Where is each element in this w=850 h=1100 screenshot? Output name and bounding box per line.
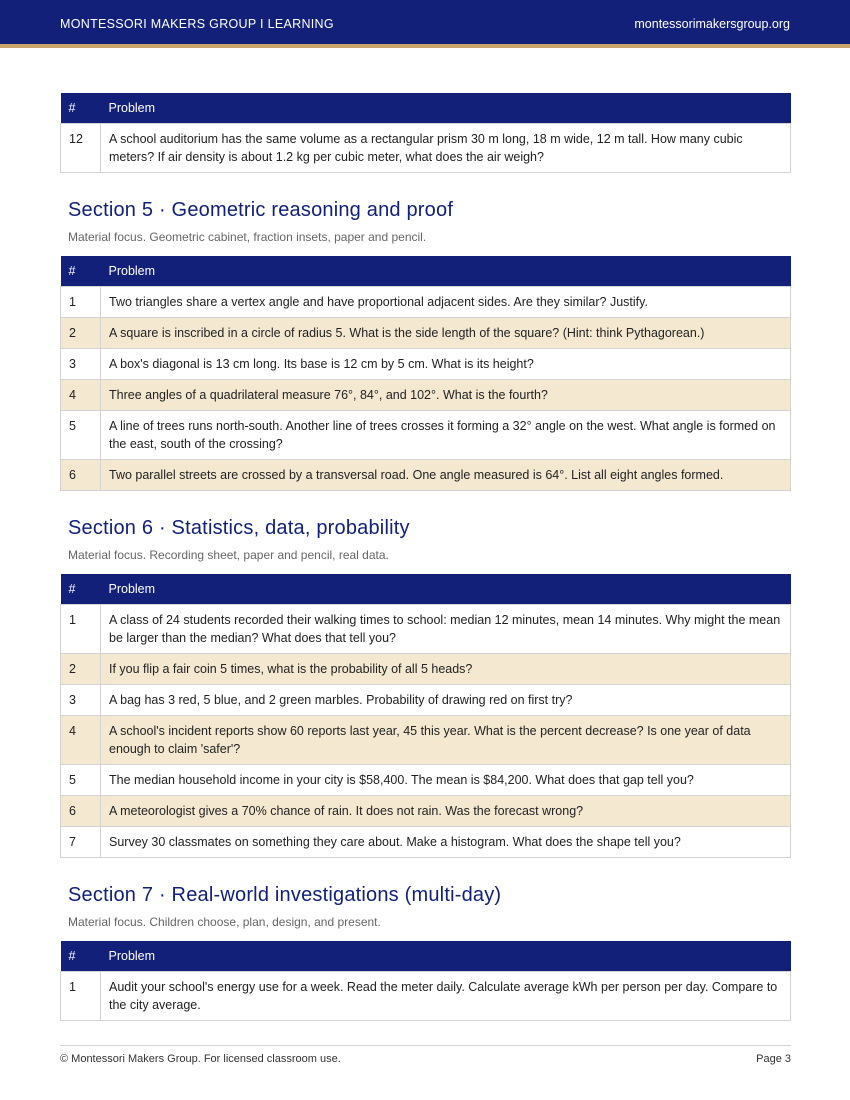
problem-number: 3 — [61, 349, 101, 380]
table-row — [61, 796, 791, 827]
problem-number: 12 — [61, 124, 101, 173]
problem-text: A school's incident reports show 60 reports last year, 45 this year. What is the percent decrease? Is one year of data enough to claim 'safer'? — [101, 716, 791, 765]
problem-number: 2 — [61, 654, 101, 685]
problem-number: 4 — [61, 380, 101, 411]
table-row — [61, 605, 791, 654]
problem-text: Two triangles share a vertex angle and have proportional adjacent sides. Are they similar? Justify. — [101, 287, 791, 318]
problem-number: 6 — [61, 460, 101, 491]
problem-number: 4 — [61, 716, 101, 765]
table-row — [61, 318, 791, 349]
problem-text: A meteorologist gives a 70% chance of rain. It does not rain. Was the forecast wrong? — [101, 796, 791, 827]
problem-text: Audit your school's energy use for a week. Read the meter daily. Calculate average kWh per person per day. Compare to the city average. — [101, 972, 791, 1021]
column-header-number: # — [61, 941, 101, 972]
table-row — [61, 972, 791, 1021]
problem-number: 5 — [61, 411, 101, 460]
problem-number: 1 — [61, 972, 101, 1021]
problem-number: 1 — [61, 287, 101, 318]
problem-text: A line of trees runs north-south. Another line of trees crosses it forming a 32° angle on the west. What angle is formed on the east, south of the crossing? — [101, 411, 791, 460]
problem-text: A box's diagonal is 13 cm long. Its base is 12 cm by 5 cm. What is its height? — [101, 349, 791, 380]
section-7-focus: Material focus. Children choose, plan, design, and present. — [68, 915, 381, 929]
problem-number: 5 — [61, 765, 101, 796]
table-row — [61, 380, 791, 411]
problem-text: Two parallel streets are crossed by a transversal road. One angle measured is 64°. List all eight angles formed. — [101, 460, 791, 491]
table-row — [61, 287, 791, 318]
section-5-title: Section 5 · Geometric reasoning and proof — [68, 199, 454, 221]
problem-number: 2 — [61, 318, 101, 349]
problem-number: 6 — [61, 796, 101, 827]
section-7-table — [60, 941, 791, 1021]
main-content — [60, 93, 791, 1021]
table-row — [61, 124, 791, 173]
section-5-focus: Material focus. Geometric cabinet, fraction insets, paper and pencil. — [68, 230, 427, 244]
column-header-problem: Problem — [101, 941, 791, 972]
section-5-table — [60, 256, 791, 491]
problem-table-continued — [60, 93, 791, 173]
column-header-problem: Problem — [101, 574, 791, 605]
table-row — [61, 765, 791, 796]
problem-text: A school auditorium has the same volume as a rectangular prism 30 m long, 18 m wide, 12 m tall. How many cubic meters? If air density is about 1.2 kg per cubic meter, what does the air weigh? — [101, 124, 791, 173]
column-header-problem: Problem — [101, 256, 791, 287]
problem-text: A class of 24 students recorded their walking times to school: median 12 minutes, mean 14 minutes. Why might the mean be larger than the median? What does that tell you? — [101, 605, 791, 654]
column-header-number: # — [61, 256, 101, 287]
table-row — [61, 349, 791, 380]
column-header-number: # — [61, 574, 101, 605]
problem-text: The median household income in your city is $58,400. The mean is $84,200. What does that gap tell you? — [101, 765, 791, 796]
problem-number: 7 — [61, 827, 101, 858]
page-header — [0, 0, 850, 48]
column-header-number: # — [61, 93, 101, 124]
header-url[interactable]: montessorimakersgroup.org — [634, 17, 790, 31]
problem-text: Three angles of a quadrilateral measure 76°, 84°, and 102°. What is the fourth? — [101, 380, 791, 411]
table-row — [61, 411, 791, 460]
footer-copyright: © Montessori Makers Group. For licensed classroom use. — [60, 1053, 341, 1065]
problem-text: Survey 30 classmates on something they care about. Make a histogram. What does the shape tell you? — [101, 827, 791, 858]
header-brand: MONTESSORI MAKERS GROUP I LEARNING — [60, 17, 334, 31]
table-row — [61, 685, 791, 716]
section-6-table — [60, 574, 791, 858]
page-number: Page 3 — [756, 1053, 791, 1065]
problem-text: If you flip a fair coin 5 times, what is the probability of all 5 heads? — [101, 654, 791, 685]
section-7-title: Section 7 · Real-world investigations (multi-day) — [68, 884, 502, 906]
section-6-title: Section 6 · Statistics, data, probability — [68, 517, 410, 539]
problem-number: 3 — [61, 685, 101, 716]
problem-number: 1 — [61, 605, 101, 654]
column-header-problem: Problem — [101, 93, 791, 124]
table-row — [61, 827, 791, 858]
table-row — [61, 654, 791, 685]
problem-text: A bag has 3 red, 5 blue, and 2 green marbles. Probability of drawing red on first try? — [101, 685, 791, 716]
table-row — [61, 716, 791, 765]
section-6-focus: Material focus. Recording sheet, paper and pencil, real data. — [68, 548, 389, 562]
problem-text: A square is inscribed in a circle of radius 5. What is the side length of the square? (Hint: think Pythagorean.) — [101, 318, 791, 349]
table-row — [61, 460, 791, 491]
page-footer — [60, 1045, 791, 1065]
